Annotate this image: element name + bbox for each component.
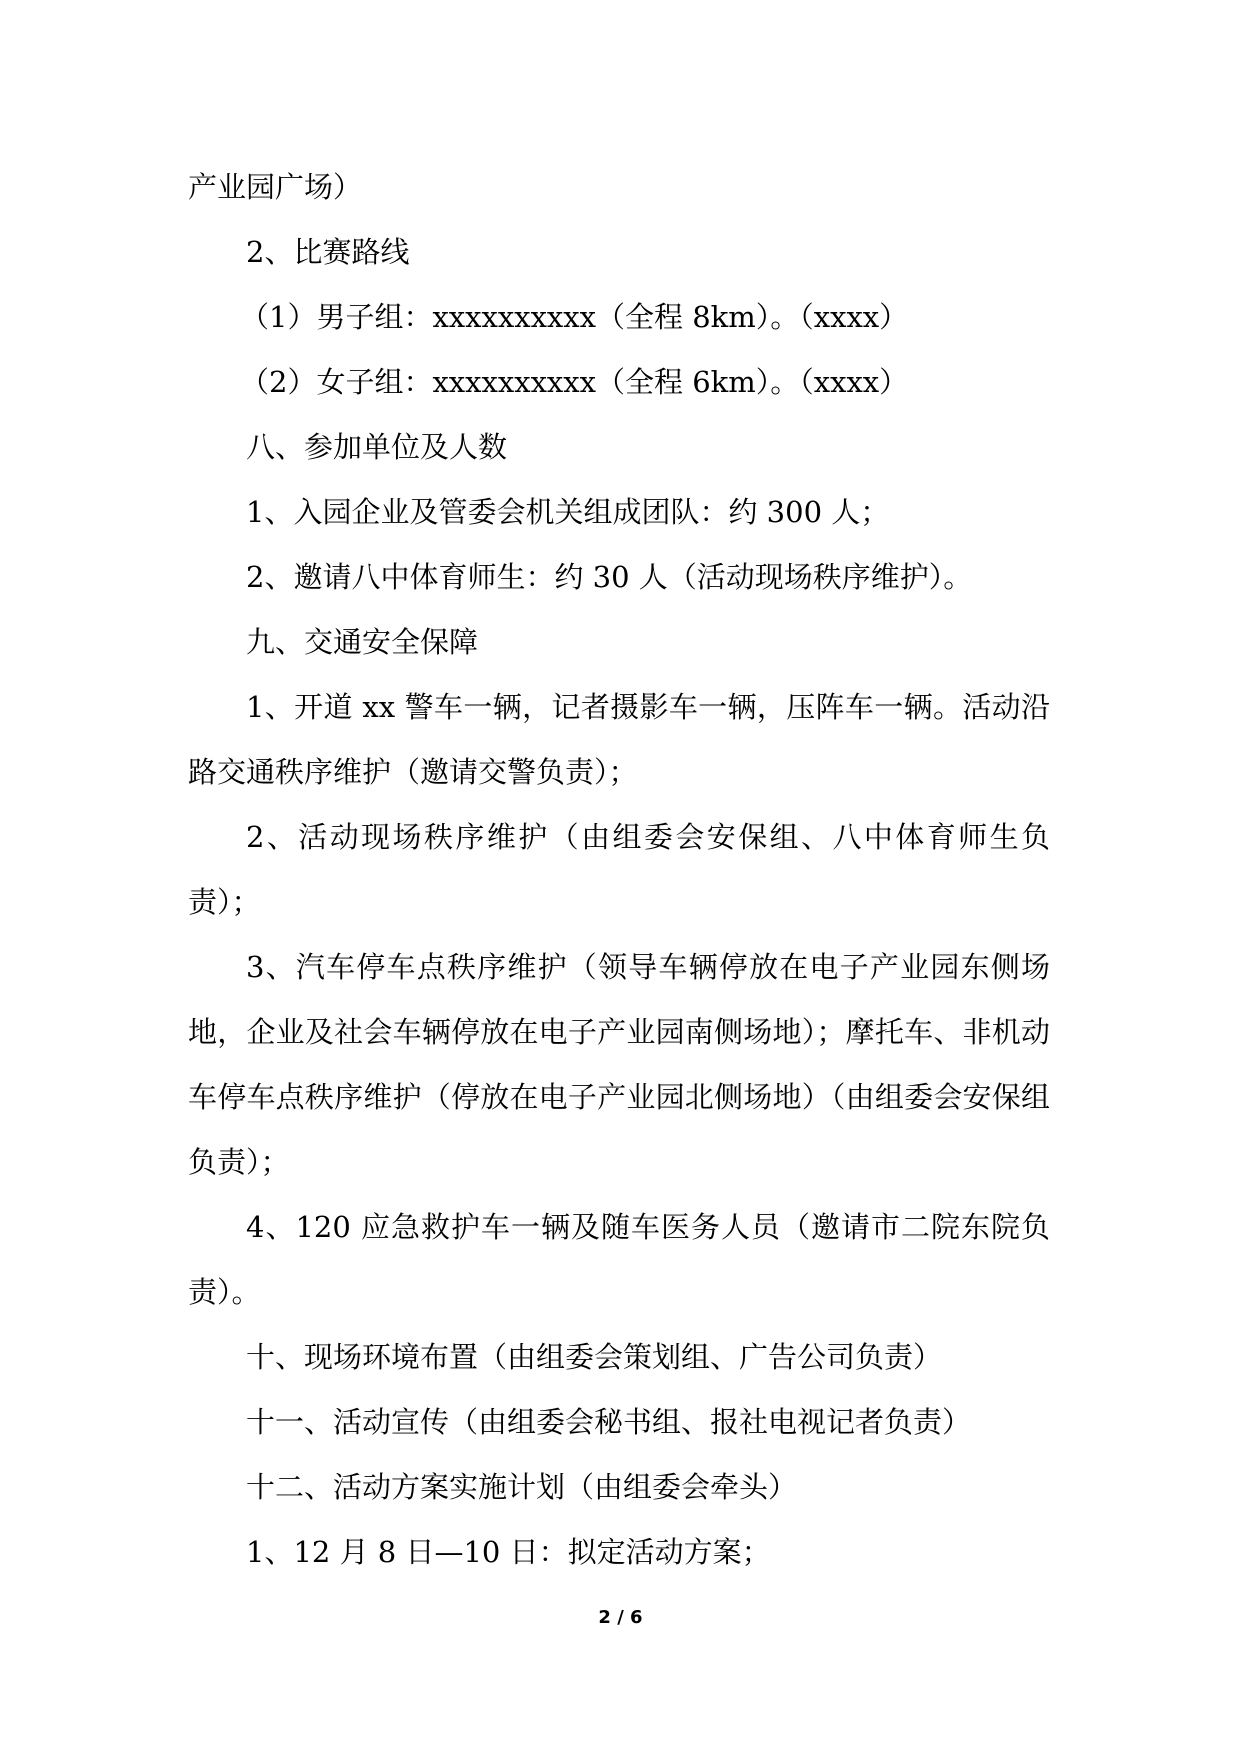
paragraph-women-route: （2）女子组：xxxxxxxxxx（全程 6km）。（xxxx） — [240, 365, 909, 399]
paragraph-site-order: 2、活动现场秩序维护（由组委会安保组、八中体育师生负责）； — [188, 820, 1050, 919]
paragraph-participants-school: 2、邀请八中体育师生：约 30 人（活动现场秩序维护）。 — [246, 560, 973, 594]
paragraph-parking-order: 3、汽车停车点秩序维护（领导车辆停放在电子产业园东侧场地，企业及社会车辆停放在电子产业园南侧场地）；摩托车、非机动车停车点秩序维护（停放在电子产业园北侧场地）（由组委会安保组负责）； — [188, 950, 1050, 1179]
paragraph-men-route: （1）男子组：xxxxxxxxxx（全程 8km）。（xxxx） — [240, 300, 909, 334]
heading-traffic-safety: 九、交通安全保障 — [246, 625, 479, 659]
heading-race-route: 2、比赛路线 — [246, 235, 410, 269]
paragraph-ambulance: 4、120 应急救护车一辆及随车医务人员（邀请市二院东院负责）。 — [188, 1210, 1050, 1309]
paragraph-continuation: 产业园广场） — [188, 170, 363, 204]
heading-publicity: 十一、活动宣传（由组委会秘书组、报社电视记者负责） — [246, 1405, 972, 1439]
heading-site-layout: 十、现场环境布置（由组委会策划组、广告公司负责） — [246, 1340, 943, 1374]
document-body — [188, 155, 1050, 1585]
paragraph-participants-enterprises: 1、入园企业及管委会机关组成团队：约 300 人； — [246, 495, 890, 529]
page-number: 2 / 6 — [598, 1607, 643, 1628]
heading-implementation-plan: 十二、活动方案实施计划（由组委会牵头） — [246, 1470, 798, 1504]
paragraph-plan-step-1: 1、12 月 8 日—10 日：拟定活动方案； — [246, 1535, 771, 1569]
paragraph-traffic-escort: 1、开道 xx 警车一辆，记者摄影车一辆，压阵车一辆。活动沿路交通秩序维护（邀请交警负责）； — [188, 690, 1050, 789]
heading-participants: 八、参加单位及人数 — [246, 430, 508, 464]
